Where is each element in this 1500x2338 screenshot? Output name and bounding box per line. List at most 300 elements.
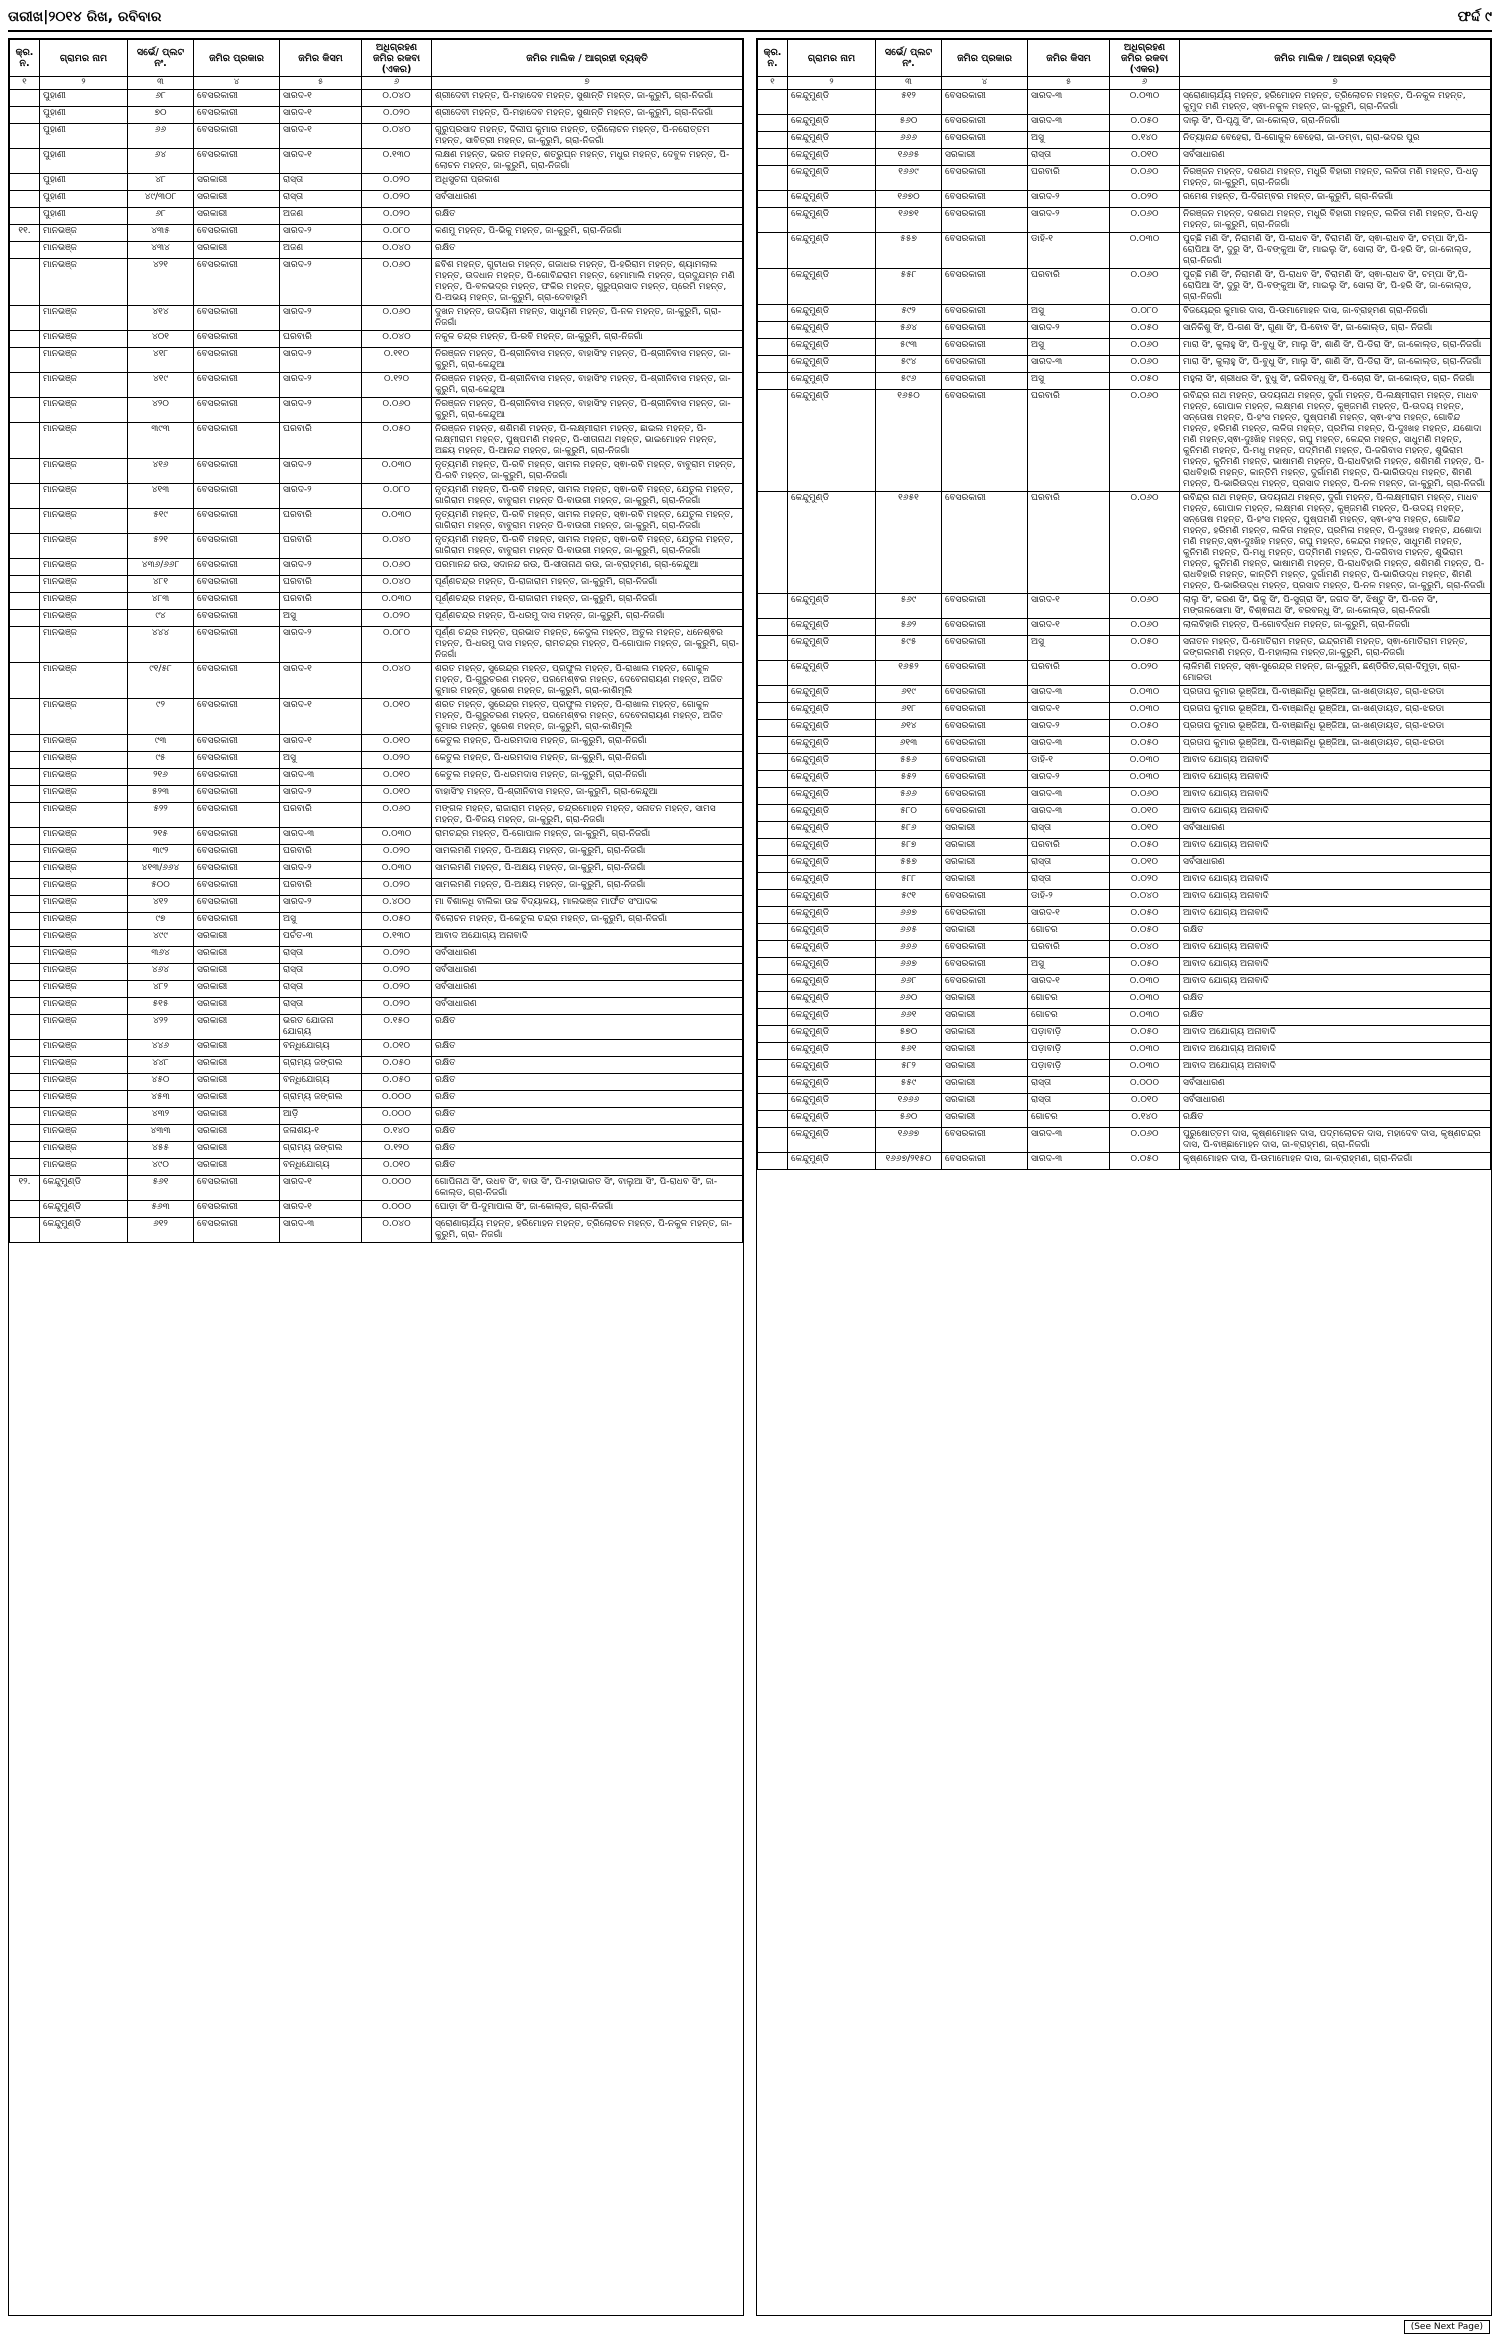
cell-land-type: ବେସରକାରୀ <box>942 1153 1028 1170</box>
cell-land-type: ବେସରକାରୀ <box>194 1218 280 1243</box>
cell-plot: ୧୬୭୧ <box>876 208 942 233</box>
cell-plot: ୯୨ <box>128 699 194 735</box>
cell-village: କେନ୍ଦୁମୁଣ୍ଡି <box>788 115 876 132</box>
cell-village: କେନ୍ଦୁମୁଣ୍ଡି <box>788 720 876 737</box>
cell-plot: ୫୮୮ <box>876 873 942 890</box>
cell-area: ୦.୦୫୦ <box>1110 1153 1180 1170</box>
cell-land-type: ସରକାରୀ <box>942 1060 1028 1077</box>
cell-land-kisam: ଡାହି-୧ <box>1028 233 1110 269</box>
cell-area: ୦.୦୪୦ <box>362 124 432 149</box>
cell-sl <box>10 930 40 947</box>
cell-area: ୦.୦୫୦ <box>1110 636 1180 661</box>
cell-sl <box>10 149 40 174</box>
cell-land-type: ସରକାରୀ <box>942 924 1028 941</box>
table-row <box>758 788 1491 805</box>
cell-plot: ୫୫୭ <box>876 233 942 269</box>
cell-land-type: ସରକାରୀ <box>942 992 1028 1009</box>
cell-plot: ୯୪ <box>128 610 194 627</box>
cell-land-kisam: ସାରଦ-୧ <box>280 107 362 124</box>
table-row <box>758 1153 1491 1170</box>
cell-plot: ୪୮୨ <box>128 981 194 998</box>
table-row <box>758 492 1491 594</box>
cell-land-type: ବେସରକାରୀ <box>194 752 280 769</box>
cell-plot: ୪୨୨ <box>128 1015 194 1040</box>
cell-land-kisam: ଘରବାରି <box>1028 492 1110 594</box>
cell-plot: ୫୫୮ <box>876 269 942 305</box>
cell-sl <box>10 90 40 107</box>
table-row <box>758 636 1491 661</box>
cell-village: ମାନଭଞ୍ଜ <box>40 373 128 398</box>
table-row <box>758 390 1491 492</box>
cell-village: କେନ୍ଦୁମୁଣ୍ଡି <box>788 1111 876 1128</box>
cell-area: ୦.୦୩୦ <box>362 509 432 534</box>
table-row <box>758 1128 1491 1153</box>
cell-land-type: ବେସରକାରୀ <box>194 373 280 398</box>
cell-owner: ସାନିକିଶୁ ସିଂ, ପି-ଗଣ ସିଂ, ଗୁଣା ସିଂ, ପି-ବୋବ ସିଂ, ଜା-କୋଲ୍ଡ, ଗ୍ରା- ନିଜଗାଁ <box>1180 322 1491 339</box>
cell-land-kisam: ରାସ୍ତା <box>1028 1094 1110 1111</box>
cell-plot: ୬୬୧ <box>876 1009 942 1026</box>
cell-village: କେନ୍ଦୁମୁଣ୍ଡି <box>788 390 876 492</box>
cell-area: ୦.୦୫୦ <box>1110 115 1180 132</box>
table-row <box>10 896 743 913</box>
cell-sl <box>758 907 788 924</box>
cell-land-kisam: ଅସୁ <box>1028 373 1110 390</box>
cell-sl <box>10 964 40 981</box>
cell-land-kisam: ରାସ୍ତା <box>1028 856 1110 873</box>
cell-village: କେନ୍ଦୁମୁଣ୍ଡି <box>788 373 876 390</box>
cell-land-kisam: ପଡ଼ାବାଡ଼ି <box>1028 1026 1110 1043</box>
cell-sl <box>10 509 40 534</box>
cell-land-kisam: ସାରଦ-୧ <box>280 735 362 752</box>
cell-plot: ୫୮୦ <box>876 805 942 822</box>
cell-land-kisam: ଅସୁ <box>1028 305 1110 322</box>
col-number: ୨ <box>40 77 128 90</box>
cell-area: ୦.୦୧୦ <box>362 786 432 803</box>
cell-owner: ବିଜୟେନ୍ଦ୍ର କୁମାର ଦାସ, ପି-ଉମାମୋହନ ଦାସ, ଜା-ବ୍ରାହ୍ମଣ ଗ୍ରା-ନିଜଗାଁ <box>1180 305 1491 322</box>
cell-land-type: ବେସରକାରୀ <box>942 941 1028 958</box>
cell-village: ମାନଭଞ୍ଜ <box>40 845 128 862</box>
cell-village: କେନ୍ଦୁମୁଣ୍ଡି <box>788 132 876 149</box>
cell-land-kisam: ସାରଦ-୨ <box>280 896 362 913</box>
cell-owner: ଅଧିସୁଚନା ପ୍ରକାଶ <box>432 174 743 191</box>
cell-land-type: ସରକାରୀ <box>194 1091 280 1108</box>
cell-land-type: ବେସରକାରୀ <box>942 771 1028 788</box>
cell-land-type: ସରକାରୀ <box>194 947 280 964</box>
cell-sl <box>10 1057 40 1074</box>
cell-owner: କେତୁଲ ମହନ୍ତ, ପି-ଧରମଦାସ ମହନ୍ତ, ଜା-କୁରୁମି, ଗ୍ରା-ନିଜଗାଁ <box>432 769 743 786</box>
cell-land-type: ବେସରକାରୀ <box>942 737 1028 754</box>
cell-village: ମାନଭଞ୍ଜ <box>40 1074 128 1091</box>
cell-land-type: ବେସରକାରୀ <box>942 594 1028 619</box>
cell-sl <box>10 845 40 862</box>
cell-area: ୦.୦୪୦ <box>362 663 432 699</box>
cell-plot: ୫୬୯ <box>876 594 942 619</box>
col-header-area: ଅଧିଗ୍ରହଣ ଜମିର ରକବା (ଏକର) <box>362 40 432 77</box>
col-header-village: ଗ୍ରାମର ନାମ <box>788 40 876 77</box>
cell-land-kisam: ସାରଦ-୧ <box>280 663 362 699</box>
table-row <box>758 373 1491 390</box>
cell-plot: ୧୬୬୭ <box>876 1128 942 1153</box>
col-header-plot: ସର୍ଭେ/ ପ୍ଲଟ ନଂ. <box>876 40 942 77</box>
cell-area: ୦.୦୧୦ <box>1110 1094 1180 1111</box>
cell-sl <box>758 322 788 339</box>
cell-plot: ୪୯/୩୦୮ <box>128 191 194 208</box>
cell-owner: ନୃତ୍ୟମଣି ମହନ୍ତ, ପି-ରବି ମହନ୍ତ, ସାମଲ ମହନ୍ତ, ସ୍ଵା-ରବି ମହନ୍ତ, ଯେତୁଲ ମହନ୍ତ, ଗାଗିରାମ ମହନ୍ତ, ବାବୁରାମ ମହନ୍ତ ପି-ବାଉରୀ ମହନ୍ତ, ଜା-କୁରୁମି, ଗ୍ରା-ନିଜଗାଁ <box>432 534 743 559</box>
cell-land-type: ସରକାରୀ <box>194 1040 280 1057</box>
cell-owner: ସର୍ବସାଧାରଣ <box>1180 822 1491 839</box>
cell-village: କେନ୍ଦୁମୁଣ୍ଡି <box>788 492 876 594</box>
cell-sl <box>10 786 40 803</box>
cell-land-kisam: ଘରବାରି <box>280 576 362 593</box>
cell-area: ୦.୦୫୦ <box>362 1057 432 1074</box>
cell-plot: ୪୧୩/୬୬୪ <box>128 862 194 879</box>
cell-plot: ୧୬୭୦ <box>876 191 942 208</box>
cell-village: କେନ୍ଦୁମୁଣ୍ଡି <box>788 619 876 636</box>
cell-land-kisam: ଗ୍ରାମ୍ୟ ଜଙ୍ଗଲ <box>280 1142 362 1159</box>
cell-plot: ୧୬୬୯ <box>876 166 942 191</box>
table-row <box>10 1142 743 1159</box>
cell-sl <box>758 1128 788 1153</box>
cell-area: ୦.୧୩୦ <box>362 930 432 947</box>
cell-area: ୦.୦୫୦ <box>1110 839 1180 856</box>
cell-plot: ୬୮ <box>128 208 194 225</box>
table-row <box>758 90 1491 115</box>
cell-land-kisam: ଅସୁ <box>280 913 362 930</box>
cell-owner: ରକ୍ଷିତ <box>432 1015 743 1040</box>
cell-sl <box>758 941 788 958</box>
cell-land-type: ବେସରକାରୀ <box>942 339 1028 356</box>
cell-area: ୦.୦୪୦ <box>362 242 432 259</box>
cell-plot: ୩୬୪ <box>128 947 194 964</box>
cell-land-type: ବେସରକାରୀ <box>942 907 1028 924</box>
cell-area: ୦.୦୧୦ <box>362 769 432 786</box>
cell-land-type: ବେସରକାରୀ <box>942 619 1028 636</box>
cell-land-type: ସରକାରୀ <box>942 1077 1028 1094</box>
cell-village: ମାନଭଞ୍ଜ <box>40 998 128 1015</box>
cell-village: ମାନଭଞ୍ଜ <box>40 735 128 752</box>
cell-land-type: ବେସରକାରୀ <box>942 233 1028 269</box>
cell-plot: ୫୬୬ <box>876 788 942 805</box>
cell-land-type: ବେସରକାରୀ <box>194 610 280 627</box>
cell-sl <box>758 166 788 191</box>
cell-village: କେନ୍ଦୁମୁଣ୍ଡି <box>788 233 876 269</box>
col-header-plot: ସର୍ଭେ/ ପ୍ଲଟ ନଂ. <box>128 40 194 77</box>
cell-village: କେନ୍ଦୁମୁଣ୍ଡି <box>788 975 876 992</box>
cell-area: ୦.୧୪୦ <box>362 1125 432 1142</box>
cell-area: ୦.୦୩୦ <box>362 593 432 610</box>
cell-land-kisam: ଅସୁ <box>1028 132 1110 149</box>
cell-sl <box>758 115 788 132</box>
table-row <box>10 331 743 348</box>
cell-village: କେନ୍ଦୁମୁଣ୍ଡି <box>788 771 876 788</box>
table-row <box>10 1108 743 1125</box>
cell-village: କେନ୍ଦୁମୁଣ୍ଡି <box>788 822 876 839</box>
cell-plot: ୪୨୦ <box>128 398 194 423</box>
cell-land-kisam: ସାରଦ-୨ <box>280 348 362 373</box>
table-row <box>10 735 743 752</box>
table-row <box>758 149 1491 166</box>
cell-sl <box>758 839 788 856</box>
table-row <box>758 890 1491 907</box>
table-header-row <box>758 40 1491 77</box>
cell-village: ମାନଭଞ୍ଜ <box>40 398 128 423</box>
cell-village: କେନ୍ଦୁମୁଣ୍ଡି <box>788 90 876 115</box>
col-header-land-kisam: ଜମିର କିସମ <box>1028 40 1110 77</box>
table-row <box>10 398 743 423</box>
cell-area: ୦.୦୨୦ <box>362 191 432 208</box>
table-row <box>10 306 743 331</box>
cell-land-type: ବେସରକାରୀ <box>194 845 280 862</box>
cell-land-kisam: ରାସ୍ତା <box>1028 1077 1110 1094</box>
table-row <box>10 576 743 593</box>
cell-land-kisam: ରାସ୍ତା <box>1028 822 1110 839</box>
cell-sl <box>10 769 40 786</box>
cell-plot: ୫୬୪ <box>876 322 942 339</box>
cell-sl <box>758 890 788 907</box>
cell-village: ମାନଭଞ୍ଜ <box>40 1040 128 1057</box>
cell-owner: ଗୋପିନାଥ ସିଂ, ଉଧବ ସିଂ, ବାଉ ସିଂ, ପି-ମହାଭାରତ ସିଂ, ବାଲୁଆ ସିଂ, ପି-ରାଧବ ସିଂ, ଜା-କୋଲ୍ଡ, ଗ୍ରା-ନିଜଗାଁ <box>432 1176 743 1201</box>
table-row <box>758 166 1491 191</box>
cell-owner: ରକ୍ଷିତ <box>432 1108 743 1125</box>
cell-sl <box>10 1108 40 1125</box>
table-row <box>10 1218 743 1243</box>
cell-owner: ନିରଞ୍ଜନ ମହନ୍ତ, ପି-ଶ୍ରୀନିବାସ ମହନ୍ତ, ବାହାସିଂହ ମହନ୍ତ, ପି-ଶ୍ରୀନିବାସ ମହନ୍ତ, ଜା-କୁରୁମି, ଗ୍ରା-କେନ୍ଦୁଆ <box>432 348 743 373</box>
cell-land-kisam: ସାରଦ-୧ <box>280 149 362 174</box>
table-row <box>758 873 1491 890</box>
cell-sl <box>758 305 788 322</box>
cell-owner: ସର୍ବସାଧାରଣ <box>432 998 743 1015</box>
cell-land-type: ବେସରକାରୀ <box>942 754 1028 771</box>
header-page-number: ଫର୍ଦ୍ଦ ୯ <box>1457 9 1492 25</box>
cell-sl <box>10 124 40 149</box>
cell-land-type: ବେସରକାରୀ <box>194 331 280 348</box>
cell-sl <box>10 828 40 845</box>
cell-sl <box>10 242 40 259</box>
cell-owner: ଲକ୍ଷଣ ମହନ୍ତ, ଭରତ ମହନ୍ତ, ଶତ୍ରୁଘ୍ନ ମହନ୍ତ, ମଧୁର ମହନ୍ତ, ଦେବୁଳ ମହନ୍ତ, ପି-ଲୋଚନ ମହନ୍ତ, ଜା-କୁରୁମି, ଗ୍ରା-ନିଜଗାଁ <box>432 149 743 174</box>
cell-area: ୦.୦୦୦ <box>1110 1077 1180 1094</box>
cell-village: ମାନଭଞ୍ଜ <box>40 484 128 509</box>
cell-owner: ରକ୍ଷିତ <box>432 1142 743 1159</box>
cell-sl <box>10 593 40 610</box>
cell-area: ୦.୦୫୦ <box>1110 373 1180 390</box>
cell-sl <box>758 636 788 661</box>
cell-village: ମାନଭଞ୍ଜ <box>40 803 128 828</box>
cell-land-type: ବେସରକାରୀ <box>194 459 280 484</box>
cell-sl <box>758 594 788 619</box>
cell-plot: ୪୯୯ <box>128 930 194 947</box>
cell-area: ୦.୦୩୦ <box>362 862 432 879</box>
cell-sl <box>758 703 788 720</box>
cell-village: ମାନଭଞ୍ଜ <box>40 947 128 964</box>
cell-sl <box>10 803 40 828</box>
cell-village: ମାନଭଞ୍ଜ <box>40 879 128 896</box>
cell-plot: ୪୩୬/୬୬୮ <box>128 559 194 576</box>
table-row <box>10 1015 743 1040</box>
col-header-sl: କ୍ର. ନ. <box>758 40 788 77</box>
cell-area: ୦.୦୫୦ <box>362 913 432 930</box>
cell-village: କେନ୍ଦୁମୁଣ୍ଡି <box>40 1176 128 1201</box>
col-number: ୩ <box>876 77 942 90</box>
cell-owner: ନିରଞ୍ଜନ ମହନ୍ତ, ଶଶିମଣି ମହନ୍ତ, ପି-ଲକ୍ଷ୍ମୀରାମ ମହନ୍ତ, ଛାଇଲ ମହନ୍ତ, ପି-ଲକ୍ଷ୍ମୀରାମ ମହନ୍ତ, ପୁଷ୍ପମଣି ମହନ୍ତ, ପି-ସୀତାନାଥ ମହନ୍ତ, ଭାଇମୋହନ ମହନ୍ତ, ଅଛୟ ମହନ୍ତ, ପି-ଆନନ୍ଦ ମହନ୍ତ, ଜା-କୁରୁମି, ଗ୍ରା-ନିଜଗାଁ <box>432 423 743 459</box>
cell-plot: ୪୧୯ <box>128 373 194 398</box>
table-row <box>10 423 743 459</box>
cell-land-type: ବେସରକାରୀ <box>194 627 280 663</box>
cell-village: କେନ୍ଦୁମୁଣ୍ଡି <box>788 839 876 856</box>
cell-area: ୦.୦୫୦ <box>362 1074 432 1091</box>
cell-land-type: ବେସରକାରୀ <box>194 149 280 174</box>
cell-plot: ୬୬୦ <box>876 992 942 1009</box>
cell-land-type: ବେସରକାରୀ <box>194 90 280 107</box>
cell-plot: ୯୩ <box>128 735 194 752</box>
cell-plot: ୫୫୬ <box>876 754 942 771</box>
cell-village: ମାନଭଞ୍ଜ <box>40 752 128 769</box>
cell-village: କେନ୍ଦୁମୁଣ୍ଡି <box>788 686 876 703</box>
col-number: ୩ <box>128 77 194 90</box>
cell-village: ମାନଭଞ୍ଜ <box>40 930 128 947</box>
table-row <box>758 822 1491 839</box>
cell-plot: ୬୧୪ <box>876 720 942 737</box>
cell-plot: ୫୯୧ <box>876 890 942 907</box>
cell-area: ୦.୦୬୦ <box>1110 492 1180 594</box>
cell-area: ୦.୦୬୦ <box>1110 788 1180 805</box>
cell-plot: ୫୦୦ <box>128 879 194 896</box>
cell-owner: ନିରଞ୍ଜନ ମହନ୍ତ, ପି-ଶ୍ରୀନିବାସ ମହନ୍ତ, ବାହାସିଂହ ମହନ୍ତ, ପି-ଶ୍ରୀନିବାସ ମହନ୍ତ, ଜା-କୁରୁମି, ଗ୍ରା-କେନ୍ଦୁଆ <box>432 398 743 423</box>
cell-sl: ୧୧. <box>10 225 40 242</box>
cell-owner: ପୁରୁଷୋତ୍ତମ ଦାସ, କୃଷ୍ଣମୋହନ ଦାସ, ପଦ୍ମଲୋଚନ ଦାସ, ମହାଦେବ ଦାସ, କୃଷ୍ଣଚନ୍ଦ୍ର ଦାସ, ପି-ବାଞ୍ଛାମୋହନ ଦାସ, ଜା-ବ୍ରାହ୍ମଣ, ଗ୍ରା-ନିଜଗାଁ <box>1180 1128 1491 1153</box>
cell-area: ୦.୦୧୦ <box>362 1040 432 1057</box>
cell-sl <box>758 1094 788 1111</box>
col-number: ୫ <box>1028 77 1110 90</box>
cell-village: ମାନଭଞ୍ଜ <box>40 348 128 373</box>
cell-area: ୦.୦୫୦ <box>1110 907 1180 924</box>
cell-land-kisam: ଘରବାରି <box>280 879 362 896</box>
cell-area: ୦.୦୬୦ <box>362 398 432 423</box>
cell-plot: ୫୯୬ <box>876 373 942 390</box>
cell-land-type: ସରକାରୀ <box>194 208 280 225</box>
cell-village: କେନ୍ଦୁମୁଣ୍ଡି <box>788 890 876 907</box>
cell-sl <box>10 174 40 191</box>
cell-sl <box>758 1043 788 1060</box>
cell-area: ୦.୧୫୦ <box>362 1015 432 1040</box>
cell-area: ୦.୦୨୦ <box>362 107 432 124</box>
table-row <box>10 769 743 786</box>
cell-village: ମାନଭଞ୍ଜ <box>40 627 128 663</box>
cell-owner: ଶରତ ମହନ୍ତ, ସୁରେନ୍ଦ୍ର ମହନ୍ତ, ପ୍ରଫୁଲ ମହନ୍ତ, ପି-ରାଖାଲ ମହନ୍ତ, ଗୋକୁଳ ମହନ୍ତ, ପି-ଗୁରୁଚରଣ ମହନ୍ତ, ପରମେଶ୍ଵର ମହନ୍ତ, ଦେବେନାରାୟଣ ମହନ୍ତ, ଅଜିତ କୁମାର ମହନ୍ତ, ସୁରେଶ ମହନ୍ତ, ଜା-କୁରୁମି, ଗ୍ରା-କାଶିମୂଲି <box>432 699 743 735</box>
col-number: ୪ <box>194 77 280 90</box>
cell-village: ମାନଭଞ୍ଜ <box>40 1142 128 1159</box>
cell-area: ୦.୦୪୦ <box>362 90 432 107</box>
table-row <box>758 269 1491 305</box>
cell-owner: ପ୍ରତାପ କୁମାର ଭୂଞ୍ଜିଆ, ପି-ବାଞ୍ଛାନିଧି ଭୂଞ୍ଜିଆ, ଜା-ଖଣ୍ଡାୟତ, ଗ୍ରା-ଝରଡା <box>1180 720 1491 737</box>
table-row <box>758 115 1491 132</box>
cell-village: ମାନଭଞ୍ଜ <box>40 1057 128 1074</box>
cell-land-kisam: ସାରଦ-୨ <box>280 306 362 331</box>
cell-land-kisam: ସାରଦ-୩ <box>1028 115 1110 132</box>
cell-sl <box>10 1091 40 1108</box>
cell-area: ୦.୦୨୦ <box>1110 873 1180 890</box>
cell-land-kisam: ସାରଦ-୧ <box>1028 907 1110 924</box>
cell-owner: ରକ୍ଷିତ <box>1180 1009 1491 1026</box>
cell-owner: ପରମାନନ୍ଦ ରଉ, ସଦାନନ୍ଦ ରଉ, ପି-ସୀତାନାଥ ରଉ, ଜା-ବ୍ରାହ୍ମଣ, ଗ୍ରା-କେନ୍ଦୁଆ <box>432 559 743 576</box>
cell-sl <box>758 1009 788 1026</box>
cell-owner: ମାରା ସିଂ, କୁଲାହୁ ସିଂ, ପି-ବୁଧୁ ସିଂ, ମାଲୁ ସିଂ, ଶାଣି ସିଂ, ପି-ଡିରା ସିଂ, ଜା-କୋଲ୍ଡ, ଗ୍ରା-ନିଜଗାଁ <box>1180 339 1491 356</box>
table-row <box>10 845 743 862</box>
cell-village: କେନ୍ଦୁମୁଣ୍ଡି <box>788 737 876 754</box>
cell-village: କେନ୍ଦୁମୁଣ୍ଡି <box>788 1153 876 1170</box>
cell-land-type: ବେସରକାରୀ <box>942 636 1028 661</box>
cell-land-kisam: ଗ୍ରାମ୍ୟ ଜଙ୍ଗଲ <box>280 1057 362 1074</box>
cell-area: ୦.୦୩୦ <box>1110 975 1180 992</box>
table-header-row <box>10 40 743 77</box>
cell-land-type: ସରକାରୀ <box>194 981 280 998</box>
col-header-area: ଅଧିଗ୍ରହଣ ଜମିର ରକବା (ଏକର) <box>1110 40 1180 77</box>
cell-land-kisam: ସାରଦ-୨ <box>280 559 362 576</box>
cell-plot: ୪୮ <box>128 174 194 191</box>
cell-owner: ଆବାଦ ଅଯୋଗ୍ୟ ଅନାବାଦି <box>432 930 743 947</box>
cell-owner: ପୁଚ୍ଛି ମଣି ସିଂ, ନିରାମଣି ସିଂ, ପି-ରାଧବ ସିଂ, ବିରାମଣି ସିଂ, ସ୍ଵା-ରାଧବ ସିଂ, ଚମ୍ପା ସିଂ,ପି-ରୋପିଆ ସିଂ, ଦୁରୁ ସିଂ, ପି-ବଙ୍କୁଆ ସିଂ, ମାଇଲୁ ସିଂ, ସୋଲା ସିଂ, ପି-ହରି ସିଂ, ଜା-କୋଲ୍ଡ, ଗ୍ରା-ନିଜଗାଁ <box>1180 269 1491 305</box>
cell-sl <box>10 107 40 124</box>
cell-sl <box>758 873 788 890</box>
cell-plot: ୯୫ <box>128 752 194 769</box>
table-row <box>10 1125 743 1142</box>
cell-land-type: ବେସରକାରୀ <box>194 769 280 786</box>
cell-area: ୦.୦୬୦ <box>1110 269 1180 305</box>
cell-land-kisam: ଘରବାରି <box>280 593 362 610</box>
cell-owner: ଆବାଦ ଅଯୋଗ୍ୟ ଅନାବାଦି <box>1180 1060 1491 1077</box>
cell-land-kisam: ସାରଦ-୧ <box>280 90 362 107</box>
cell-area: ୦.୦୨୦ <box>362 998 432 1015</box>
cell-owner: କୃଷ୍ଣମୋହନ ଦାସ, ପି-ଉମାମୋହନ ଦାସ, ଜା-ବ୍ରାହ୍ମଣ, ଗ୍ରା-ନିଜଗାଁ <box>1180 1153 1491 1170</box>
cell-land-kisam: ସାରଦ-୨ <box>280 259 362 306</box>
cell-owner: ପ୍ରତାପ କୁମାର ଭୂଞ୍ଜିଆ, ପି-ବାଞ୍ଛାନିଧି ଭୂଞ୍ଜିଆ, ଜା-ଖଣ୍ଡାୟତ, ଗ୍ରା-ଝରଡା <box>1180 737 1491 754</box>
cell-plot: ୪୦୧ <box>128 331 194 348</box>
cell-land-type: ବେସରକାରୀ <box>194 398 280 423</box>
cell-area: ୦.୦୨୦ <box>1110 191 1180 208</box>
cell-land-type: ସରକାରୀ <box>194 998 280 1015</box>
cell-plot: ୫୬୨ <box>876 619 942 636</box>
cell-plot: ୩୯୩ <box>128 423 194 459</box>
cell-land-kisam: ବନ୍ଧିଯୋଗ୍ୟ <box>280 1159 362 1176</box>
cell-land-kisam: ଘରବାରି <box>280 423 362 459</box>
cell-area: ୦.୦୫୦ <box>1110 737 1180 754</box>
cell-land-type: ସରକାରୀ <box>194 1125 280 1142</box>
cell-owner: ସର୍ବସାଧାରଣ <box>432 964 743 981</box>
cell-plot: ୫୬୦ <box>876 1111 942 1128</box>
table-row <box>758 356 1491 373</box>
cell-land-type: ବେସରକାରୀ <box>942 322 1028 339</box>
cell-owner: ଦାଲୁ ସିଂ, ପି-ପୃଥୁ ସିଂ, ଜା-କୋଲ୍ଡ, ଗ୍ରା-ନିଜଗାଁ <box>1180 115 1491 132</box>
cell-village: ପୁହାଣୀ <box>40 191 128 208</box>
cell-village: ମାନଭଞ୍ଜ <box>40 896 128 913</box>
cell-sl <box>10 627 40 663</box>
cell-village: କେନ୍ଦୁମୁଣ୍ଡି <box>788 1026 876 1043</box>
cell-area: ୦.୦୩୦ <box>1110 754 1180 771</box>
cell-owner: ଆବାଦ ଅଯୋଗ୍ୟ ଅନାବାଦି <box>1180 1043 1491 1060</box>
cell-village: ମାନଭଞ୍ଜ <box>40 423 128 459</box>
cell-plot: ୫୮୬ <box>876 822 942 839</box>
cell-owner: ଆବାଦ ଯୋଗ୍ୟ ଅନାବାଦି <box>1180 958 1491 975</box>
cell-area: ୦.୦୬୦ <box>1110 208 1180 233</box>
cell-land-kisam: ସାରଦ-୩ <box>1028 1128 1110 1153</box>
cell-area: ୦.୦୩୦ <box>1110 1009 1180 1026</box>
cell-village: ମାନଭଞ୍ଜ <box>40 981 128 998</box>
cell-village: ମାନଭଞ୍ଜ <box>40 699 128 735</box>
cell-area: ୦.୦୪୦ <box>362 534 432 559</box>
table-row <box>10 610 743 627</box>
see-next-page-note: (See Next Page) <box>1404 2320 1490 2334</box>
cell-land-kisam: ରାସ୍ତା <box>1028 149 1110 166</box>
cell-owner: ରକ୍ଷିତ <box>432 1074 743 1091</box>
